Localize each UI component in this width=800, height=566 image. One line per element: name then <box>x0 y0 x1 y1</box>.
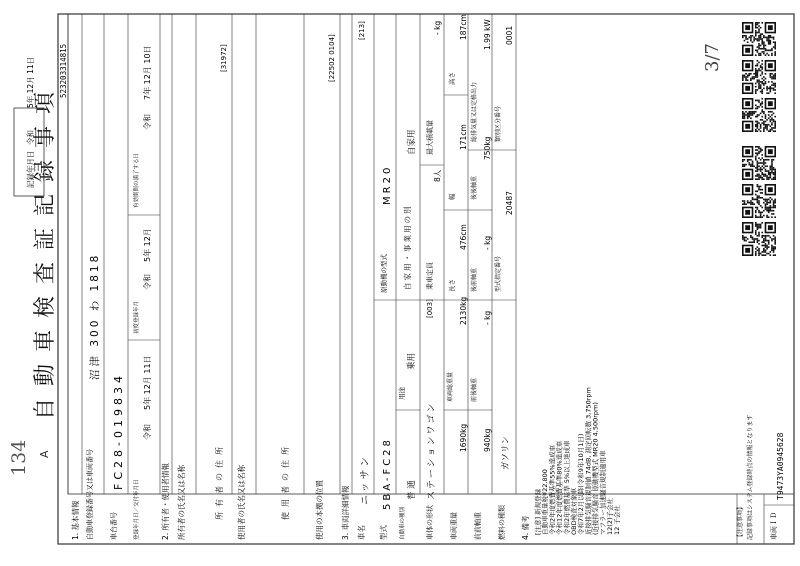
qr-code <box>742 146 776 180</box>
front-axle-value: 940kg <box>483 428 492 452</box>
weight-label: 車両重量 <box>450 512 458 540</box>
registration-value: 沼津 300 わ 1818 <box>89 252 101 380</box>
type-approval-label: 型式指定番号 <box>495 255 502 292</box>
length-value: 476cm <box>459 224 468 250</box>
width-label: 幅 <box>448 193 456 200</box>
front-rear-value: - kg <box>483 310 492 325</box>
qr-code-group <box>742 22 776 256</box>
first-reg-value: 5年 12月 <box>143 228 152 262</box>
user-address-label: 使用者の住所 <box>281 442 290 520</box>
section-vehicle-title: 3. 車両詳細情報 <box>341 485 350 540</box>
notes-line: 令和2年度燃費基準55%達成車 <box>548 444 557 535</box>
owner-name-label: 所有者の氏名又は名称 <box>177 465 186 540</box>
section-owner-title: 2. 所有者・使用者情報 <box>161 462 170 540</box>
notice-text: 記録事項はシステム登録時点の情報となります <box>747 414 754 540</box>
model-value: 5BA-FC28 <box>382 437 393 510</box>
weight-value: 1690kg <box>459 423 468 452</box>
qr-code <box>742 22 776 56</box>
registration-label: 自動車登録番号又は車両番号 <box>86 449 94 540</box>
rear-front-label: 後前軸重 <box>471 267 478 292</box>
record-date-era: 令和 <box>26 130 35 145</box>
issue-date-value: 5年 12月 11日 <box>143 355 152 410</box>
rear-front-value: - kg <box>483 235 492 250</box>
first-reg-era: 令和 <box>143 274 152 290</box>
chassis-value: FC28-019834 <box>112 372 125 490</box>
user-name-label: 使用者の氏名又は名称 <box>237 465 246 540</box>
document-title: 自動車検査証記録事項 <box>33 79 58 420</box>
owner-code: [31972] <box>220 44 228 72</box>
maker-code: [213] <box>358 21 366 40</box>
engine-label: 原動機の型式 <box>380 254 388 293</box>
qr-code <box>742 60 776 94</box>
maker-value: ニッサン <box>360 453 371 505</box>
owner-address-label: 所有者の住所 <box>215 442 224 520</box>
issue-date-label: 登録年月日／交付年月日 <box>134 479 140 540</box>
notes-line: [注意] 新規登録 <box>534 488 542 535</box>
category-label: 類別区分番号 <box>495 105 502 142</box>
base-label: 使用の本拠の位置 <box>315 480 324 540</box>
gross-value: 2130kg <box>459 296 468 325</box>
height-value: 187cm <box>459 14 468 40</box>
capacity-label: 乗車定員 <box>426 262 434 290</box>
handwritten-letter: A <box>38 450 51 458</box>
displacement-label: 総排気量又は定格出力 <box>471 81 478 142</box>
record-date-label: 記録年月日 <box>26 150 35 188</box>
notes-line: 令和7年2月以降(令和9年10月1日) <box>577 433 586 535</box>
notes-list <box>533 387 621 535</box>
category-value: 0001 <box>505 25 514 45</box>
body-value: ステーションワゴン <box>427 401 437 500</box>
displacement-value: 1.99 kW <box>483 19 492 50</box>
notes-line: 12(2)子会社 <box>606 498 614 535</box>
issue-date-era: 令和 <box>143 424 152 440</box>
notes-line: 令和12年度燃費基準80%達成車 <box>555 440 564 535</box>
capacity-value: 8人 <box>433 169 442 182</box>
record-date-value: 5年 12月 11日 <box>26 56 35 108</box>
handwritten-number: 134 <box>8 439 30 476</box>
expiry-label: 有効期間の満了する日 <box>134 152 140 208</box>
notes-line: 自動車重量税¥22,800 <box>541 469 550 535</box>
business-value: 自家用 <box>407 129 417 155</box>
notes-line: (近接排気騒音 原動機型式 MR20 4,500rpm) <box>591 402 600 535</box>
width-value: 171cm <box>459 124 468 150</box>
notes-title: 4. 備考 <box>521 515 530 540</box>
notes-line: 近接排気騒音規制値 74dB, 測定回転数 3,750rpm <box>584 387 593 535</box>
maker-label: 車名 <box>357 525 366 540</box>
notes-line: 令和2年燃費基準 5%以上達成車 <box>562 440 571 535</box>
body-code: [003] <box>426 299 434 318</box>
vehicle-id-label: 車両ＩＤ <box>770 512 778 540</box>
page-number: 3/7 <box>702 43 723 72</box>
body-label: 車体の形状 <box>426 505 434 540</box>
fuel-label: 燃料の種類 <box>498 505 506 540</box>
base-code: [22502 0104] <box>328 34 336 82</box>
rear-rear-label: 後後軸重 <box>471 175 478 200</box>
vehicle-id-value: T9473YA0945628 <box>776 432 785 500</box>
notes-line: マフラー加速騒音規制適用車 <box>598 450 607 535</box>
kind-value: 普 通 <box>407 480 417 500</box>
gross-label: 車両総重量 <box>447 371 454 402</box>
first-reg-label: 初度登録年月 <box>134 300 140 334</box>
max-load-label: 最大積載量 <box>426 120 434 155</box>
serial-number: 523203314815 <box>59 43 68 98</box>
qr-code <box>742 98 776 132</box>
notice-label: 【注意事項】 <box>737 503 744 540</box>
qr-code <box>742 184 776 218</box>
section-basic-title: 1. 基本情報 <box>71 500 80 540</box>
rear-rear-value: 750kg <box>483 136 492 160</box>
qr-code <box>742 222 776 256</box>
engine-value: MR20 <box>382 164 393 205</box>
use-label: 用途 <box>398 387 406 400</box>
chassis-label: 車台番号 <box>110 512 118 540</box>
length-label: 長さ <box>448 279 456 292</box>
model-label: 型式 <box>379 525 388 540</box>
use-value: 乗用 <box>407 352 417 370</box>
expiry-value: 7年 12月 10日 <box>143 45 152 100</box>
front-rear-label: 前後軸重 <box>471 377 478 402</box>
front-axle-label: 前前軸重 <box>474 512 482 540</box>
business-label: 自家用・事業用の別 <box>403 204 412 290</box>
kind-label: 自動車の種別 <box>400 506 406 540</box>
expiry-era: 令和 <box>143 114 152 130</box>
fuel-value: ガソリン <box>501 435 511 470</box>
height-label: 高さ <box>448 72 456 85</box>
notes-line: 12 子会社 <box>613 505 622 535</box>
type-approval-value: 20487 <box>505 191 514 215</box>
max-load-value: - kg <box>433 20 442 35</box>
notes-line: OBD検査対象車 <box>570 487 578 535</box>
